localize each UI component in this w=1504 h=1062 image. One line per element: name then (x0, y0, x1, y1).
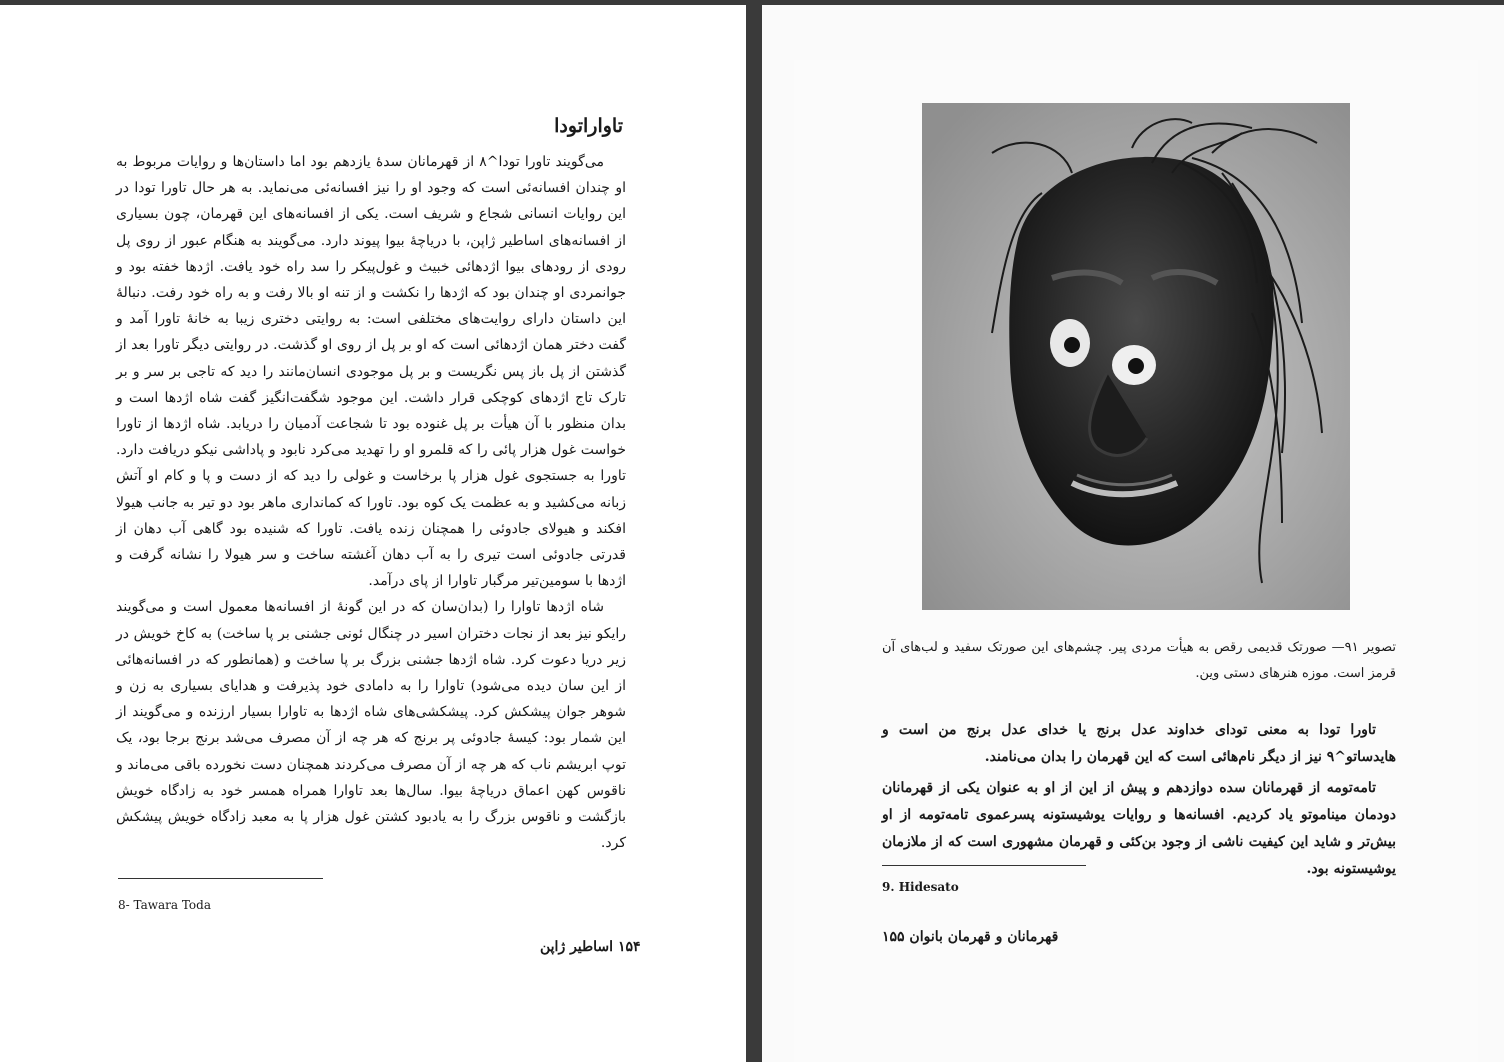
page-folio-155: قهرمانان و قهرمان بانوان ۱۵۵ (882, 929, 1059, 945)
mask-photo (922, 103, 1350, 610)
left-body-text (116, 149, 626, 856)
section-heading: تاواراتودا (554, 115, 623, 137)
footnote-8: 8- Tawara Toda (118, 898, 211, 912)
book-gutter (746, 0, 762, 1062)
footnote-rule (882, 865, 1086, 866)
left-paragraph-1: می‌گویند تاورا تودا^۸ از قهرمانان سدهٔ یازدهم بود اما داستان‌ها و روایات مربوط به او چندان افسانه‌ئی است که وجود او را نیز افسانه‌ئی می‌نماید. به هر حال تاورا تودا در این روایات انسانی شجاع و شریف است. یکی از افسانه‌های این قهرمان، چون بسیاری از افسانه‌های اساطیر ژاپن، با دریاچهٔ بیوا پیوند دارد. می‌گویند به هنگام عبور از روی پل رودی از رودهای بیوا اژدهائی خبیث و غول‌پیکر را سد راه خود یافت. اژدها خفته بود و جوانمردی او چندان بود که اژدها را نکشت و از تنه او بالا رفت و به راه خود رفت. دنبالهٔ این داستان دارای روایت‌های مختلفی است: به روایتی دختری زیبا به خانهٔ تاورا آمد و گفت دختر همان اژدهائی است که او بر پل از روی او گذشت. در روایتی دیگر تاورا بعد از گذشتن از پل باز پس نگریست و بر پل موجودی انسان‌مانند را دید که تاجی بر سر و بر تارک تاج اژدهای کوچکی قرار داشت. این موجود شگفت‌انگیز گفت شاه اژدها است و بدان منظور با آن هیأت بر پل غنوده بود تا شجاعت آدمیان را دریابد. شاه اژدها از تاورا خواست غول هزار پائی را که قلمرو او را تهدید می‌کرد نابود و پاداشی نیکو دریافت دارد. تاورا به جستجوی غول هزار پا برخاست و غولی را دید که از دست و پا و کام او آتش زبانه می‌کشید و به عظمت یک کوه بود. تاورا که کمانداری ماهر بود دو تیر به جانب هیولا افکند و هیولای جادوئی را همچنان زنده یافت. تاورا که شنیده بود گاهی آب دهان از قدرتی جادوئی است تیری را به آب دهان آغشته ساخت و سر هیولا را نشانه گرفت و اژدها با سومین‌تیر مرگبار تاوارا از پای درآمد. (116, 154, 626, 590)
right-paragraph-2: تامه‌تومه از قهرمانان سده دوازدهم و پیش از این از او به عنوان یکی از قهرمانان دودمان میناموتو یاد کردیم. افسانه‌ها و روایات یوشیستونه پسرعموی تامه‌تومه از او بیش‌تر و شاید این کیفیت ناشی از وجود بن‌کئی و قهرمان مشهوری است که از ملازمان یوشیستونه بود. (882, 780, 1396, 877)
right-page (762, 5, 1504, 1062)
figure-caption: تصویر ۹۱— صورتک قدیمی رقص به هیأت مردی پیر. چشم‌های این صورتک سفید و لب‌های آن قرمز است. موزه هنرهای دستی وین. (882, 640, 1396, 681)
left-paragraph-2: شاه اژدها تاوارا را (بدان‌سان که در این گونهٔ از افسانه‌ها معمول است و می‌گویند رایکو نیز بعد از نجات دختران اسیر در چنگال ئونی جشنی بر پا ساخت) به کاخ خویش در زیر دریا دعوت کرد. شاه اژدها جشنی بزرگ بر پا ساخت و (همانطور که در افسانه‌هائی از این سان دیده می‌شود) تاوارا را به دامادی خود پذیرفت و هدایای بسیاری به زن و شوهر جوان پیشکش کرد. پیشکشی‌های شاه اژدها به تاوارا بسیار ارزنده و می‌گویند از این شمار بود: کیسهٔ جادوئی پر برنج که هر چه از آن مصرف می‌شد برنج برجا بود، یک توپ ابریشم ناب که هر چه از آن مصرف می‌کردند همچنان دست نخورده باقی می‌ماند و ناقوس کهن اعماق دریاچهٔ بیوا. سال‌ها بعد تاوارا همراه همسر خود به زادگاه خویش بازگشت و ناقوس بزرگ را به یادبود کشتن غول هزار پا به معبد زادگاه خویش پیشکش کرد. (116, 599, 626, 852)
footnote-9: 9. Hidesato (882, 880, 959, 894)
left-page (0, 5, 746, 1062)
right-body-text (882, 717, 1396, 887)
footnote-rule (118, 878, 323, 879)
right-paragraph-1: تاورا تودا به معنی تودای خداوند عدل برنج یا خدای عدل برنج من است و هایدساتو^۹ نیز از دیگر نام‌هائی است که این قهرمان را بدان می‌نامند. (882, 722, 1396, 765)
mask-image-icon (922, 103, 1350, 610)
page-folio-154: ۱۵۴ اساطیر ژاپن (540, 939, 641, 955)
